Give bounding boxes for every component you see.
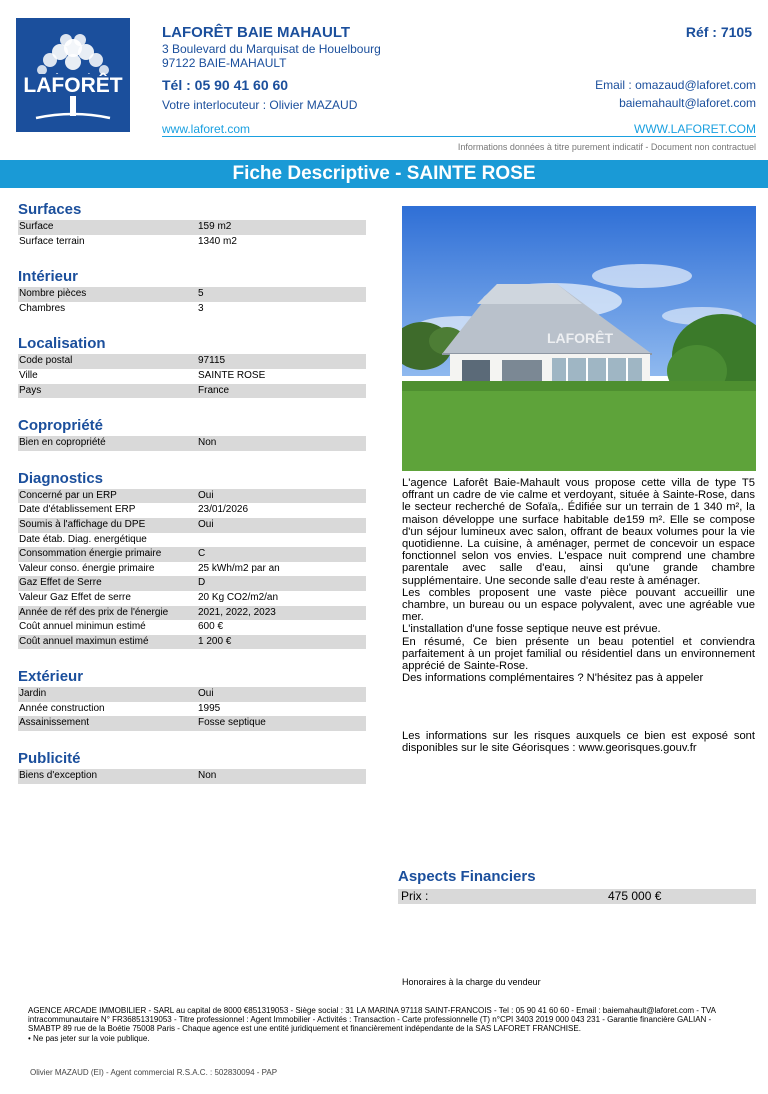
- table-row: [18, 384, 366, 399]
- row-label: Biens d'exception: [19, 770, 98, 782]
- row-label: Consommation énergie primaire: [19, 548, 162, 560]
- row-label: Date d'établissement ERP: [19, 504, 136, 516]
- agent-credentials: Olivier MAZAUD (EI) - Agent commercial R.S.A.C. : 502830094 - PAP: [30, 1068, 278, 1077]
- row-value: 23/01/2026: [198, 504, 249, 516]
- row-value: Oui: [198, 688, 214, 700]
- row-value: Fosse septique: [198, 717, 266, 729]
- table-row: [18, 235, 366, 250]
- listing-reference: Réf : 7105: [685, 24, 752, 40]
- agency-address-line1: 3 Boulevard du Marquisat de Houelbourg: [162, 42, 381, 56]
- row-value: 600 €: [198, 621, 224, 633]
- table-row: [18, 533, 366, 548]
- property-details: [18, 200, 366, 784]
- agent-email-link[interactable]: Email : omazaud@laforet.com: [595, 78, 756, 92]
- laforet-website-link[interactable]: WWW.LAFORET.COM: [634, 122, 756, 136]
- row-label: Jardin: [19, 688, 47, 700]
- disclaimer-text: Informations données à titre purement indicatif - Document non contractuel: [457, 142, 756, 152]
- table-row: [18, 687, 366, 702]
- row-label: Coût annuel maximun estimé: [19, 635, 149, 647]
- agency-website-link[interactable]: www.laforet.com: [162, 122, 251, 136]
- row-label: Code postal: [19, 355, 73, 367]
- row-label: Bien en copropriété: [19, 437, 106, 449]
- logo-text: LAFORÊT: [23, 74, 123, 97]
- row-value: 2021, 2022, 2023: [198, 606, 276, 618]
- agency-contact: Votre interlocuteur : Olivier MAZAUD: [162, 98, 358, 112]
- row-value: [198, 533, 366, 548]
- row-value: C: [198, 548, 206, 560]
- house-photo-illustration: [402, 206, 756, 471]
- table-row: [18, 591, 366, 606]
- row-value: Non: [198, 770, 217, 782]
- row-label: Coût annuel minimun estimé: [19, 621, 146, 633]
- table-row: [18, 606, 366, 621]
- table-row: [18, 436, 366, 451]
- tree-logo-icon: [16, 18, 130, 132]
- agency-email-link[interactable]: baiemahault@laforet.com: [619, 96, 756, 110]
- table-row: [18, 716, 366, 731]
- table-row: [18, 562, 366, 577]
- photo-watermark: LAFORÊT: [546, 330, 614, 346]
- legal-text: AGENCE ARCADE IMMOBILIER - SARL au capital de 8000 €851319053 - Siège social : 31 LA MARINA 97118 SAINT-FRANCOIS - Tel : 05 90 41 60 60 - Email : baiemahault@laforet.com - TVA intracommunautaire N° FR36851319053 - Titre professionnel : Agent Immobilier - Activités : Transaction - Carte professionnelle (T) n°CPI 3403 2019 000 043 231 - Garantie financière GALIAN - SMABTP 89 rue de la Boétie 75008 Paris - Chaque agence est une entité juridiquement et financièrement indépendante de la SAS LAFORET FRANCHISE.: [28, 1006, 716, 1034]
- row-label: Année construction: [19, 702, 105, 714]
- laforet-logo: [16, 18, 130, 132]
- section-title-copropriete: Copropriété: [18, 417, 104, 435]
- table-row: [18, 220, 366, 235]
- section-title-diagnostics: Diagnostics: [18, 469, 104, 487]
- row-label: Valeur Gaz Effet de serre: [19, 591, 131, 603]
- price-label: Prix :: [401, 889, 429, 903]
- table-row: [18, 547, 366, 562]
- row-label: Chambres: [19, 302, 66, 314]
- table-row: [18, 287, 366, 302]
- row-label: Soumis à l'affichage du DPE: [19, 518, 146, 530]
- page-title: Fiche Descriptive - SAINTE ROSE: [0, 160, 768, 188]
- description-paragraph: Des informations complémentaires ? N'hésitez pas à appeler: [402, 672, 704, 685]
- row-label: Pays: [19, 384, 42, 396]
- row-label: Date étab. Diag. energétique: [19, 533, 147, 545]
- section-title-interieur: Intérieur: [18, 268, 79, 286]
- row-value: Non: [198, 437, 217, 449]
- description-paragraph: Les combles proposent une vaste pièce pouvant accueillir une chambre, un bureau ou un espace polyvalent, avec une agréable vue mer.: [402, 586, 755, 624]
- section-title-publicite: Publicité: [18, 750, 81, 768]
- row-value: 97115: [198, 355, 226, 367]
- risks-notice: Les informations sur les risques auxquels ce bien est exposé sont disponibles sur le site Géorisques : www.georisques.gouv.fr: [402, 730, 755, 755]
- row-value: Oui: [198, 518, 214, 530]
- table-row: [18, 518, 366, 533]
- table-row: [18, 702, 366, 717]
- row-value: 20 Kg CO2/m2/an: [198, 591, 279, 603]
- table-row: [18, 769, 366, 784]
- row-value: 159 m2: [198, 221, 232, 232]
- table-row: [18, 354, 366, 369]
- description-paragraph: L'agence Laforêt Baie-Mahault vous propose cette villa de type T5 offrant un cadre de vie calme et verdoyant, située à Sainte-Rose, dans le secteur recherché de Sofaïa,. Édifiée sur un terrain de 1 340 m², la maison développe une surface habitable de159 m². Elle se compose d'un séjour lumineux avec salon, offrant de beaux volumes pour la vie quotidienne. La cuisine, à aménager, permet de concevoir un espace fonctionnel selon vos envies. L'espace nuit comprend une chambre parentale avec salle d'eau, ainsi qu'une grande chambre supplémentaire. Une seconde salle d'eau reste à aménager.: [402, 477, 755, 587]
- no-litter-note: • Ne pas jeter sur la voie publique.: [28, 1033, 150, 1043]
- price-value: 475 000 €: [608, 889, 662, 903]
- row-label: Ville: [19, 369, 38, 381]
- row-value: 1995: [198, 702, 221, 714]
- row-value: France: [198, 384, 230, 396]
- section-title-surfaces: Surfaces: [18, 201, 82, 218]
- table-row: [18, 620, 366, 635]
- row-label: Concerné par un ERP: [19, 489, 117, 501]
- section-title-exterieur: Extérieur: [18, 668, 84, 686]
- table-row: [18, 489, 366, 504]
- header-divider: [162, 136, 756, 137]
- price-row: [398, 889, 756, 904]
- row-value: Oui: [198, 489, 214, 501]
- table-row: [18, 635, 366, 650]
- description-paragraph: En résumé, Ce bien présente un beau potentiel et conviendra parfaitement à un projet familial ou résidentiel dans un environnement apprécié de Sainte-Rose.: [402, 635, 755, 673]
- fees-note: Honoraires à la charge du vendeur: [402, 977, 541, 987]
- row-label: Surface terrain: [19, 235, 85, 247]
- table-row: [18, 576, 366, 591]
- row-label: Gaz Effet de Serre: [19, 577, 102, 589]
- row-value: D: [198, 577, 206, 589]
- property-description: [402, 477, 755, 684]
- section-title-localisation: Localisation: [18, 335, 106, 353]
- description-paragraph: L'installation d'une fosse septique neuve est prévue.: [402, 623, 661, 636]
- row-label: Surface: [19, 221, 54, 232]
- row-label: Valeur conso. énergie primaire: [19, 562, 155, 574]
- legal-footer: [28, 1006, 740, 1043]
- table-row: [18, 503, 366, 518]
- row-value: 25 kWh/m2 par an: [198, 562, 280, 574]
- agency-phone: Tél : 05 90 41 60 60: [162, 77, 289, 93]
- agency-name: LAFORÊT BAIE MAHAULT: [162, 24, 351, 41]
- row-value: SAINTE ROSE: [198, 369, 266, 381]
- table-row: [18, 369, 366, 384]
- row-value: 3: [198, 302, 204, 314]
- table-row: [18, 302, 366, 317]
- row-label: Assainissement: [19, 717, 90, 729]
- agency-address-line2: 97122 BAIE-MAHAULT: [162, 56, 287, 70]
- property-photo: [402, 206, 756, 471]
- section-title-financials: Aspects Financiers: [398, 868, 536, 885]
- row-label: Année de réf des prix de l'énergie: [19, 606, 169, 618]
- row-value: 1 200 €: [198, 635, 232, 647]
- row-value: 5: [198, 288, 204, 300]
- row-label: Nombre pièces: [19, 288, 87, 300]
- row-value: 1340 m2: [198, 235, 237, 247]
